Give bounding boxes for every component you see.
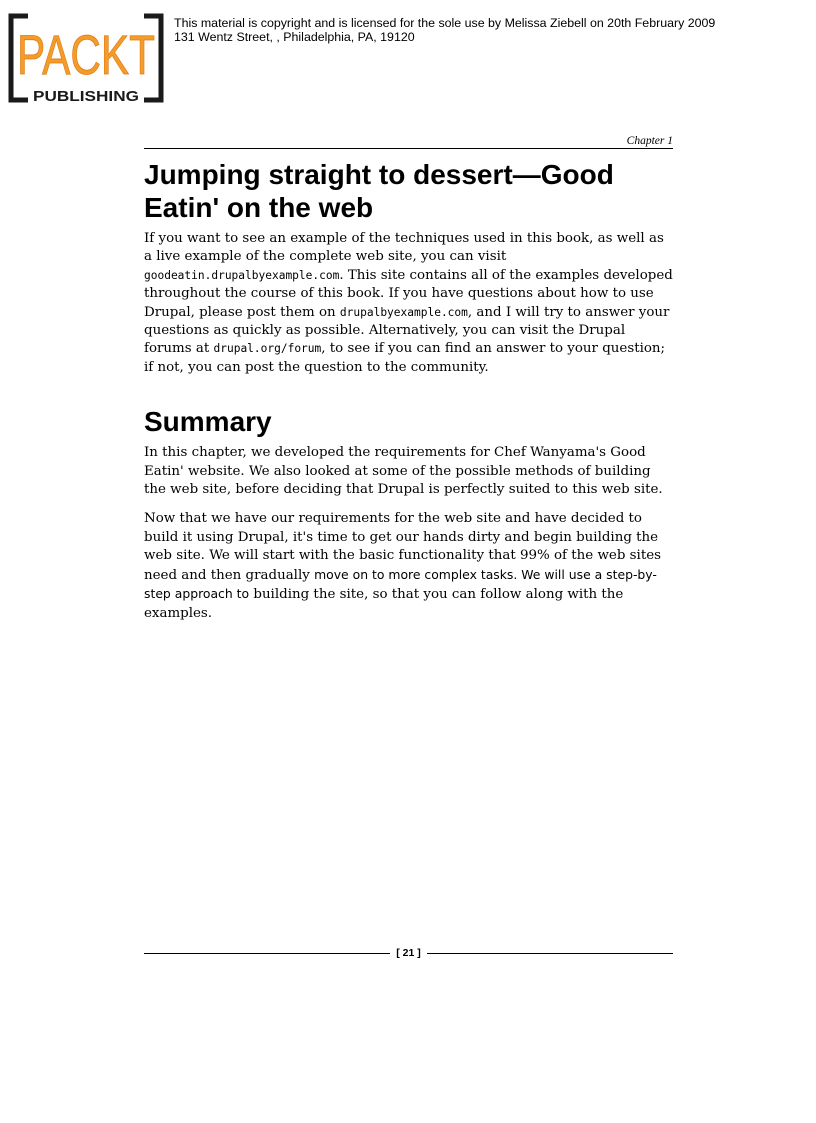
text-fragment: If you want to see an example of the techniques used in this book, as well as a live example of the complete web site, you can visit bbox=[144, 231, 664, 265]
footer-rule-right bbox=[427, 953, 673, 954]
drupal-forum-url: drupal.org/forum bbox=[213, 342, 322, 356]
text-fragment: Now that we have our requirements for the web site and have decided to build it using Drupal, it's time to get our hands dirty and begin building the web site. We will start with the basic functionality that 99% of the web sites need and then gradually bbox=[144, 511, 661, 583]
copyright-line-1: This material is copyright and is licensed for the sole use by Melissa Ziebell on 20th February 2009 bbox=[174, 16, 716, 30]
logo-subtitle: PUBLISHING bbox=[33, 88, 139, 105]
chapter-running-header: Chapter 1 bbox=[144, 135, 673, 149]
section-heading-good-eatin: Jumping straight to dessert—Good Eatin' on the web bbox=[144, 159, 614, 223]
section-heading-summary: Summary bbox=[144, 406, 272, 438]
logo-wordmark: PACKT bbox=[17, 23, 155, 86]
page-content bbox=[144, 158, 673, 634]
text-fragment: , and I will try to answer your questions as quickly as possible. Alternatively, you can visit the Drupal forums at bbox=[144, 304, 670, 357]
good-eatin-paragraph bbox=[144, 230, 673, 377]
packt-logo-graphic bbox=[6, 12, 166, 106]
drupalbyexample-url: drupalbyexample.com bbox=[339, 305, 468, 319]
text-fragment: , to see if you can find an answer to your question; if not, you can post the question to the community. bbox=[144, 341, 666, 375]
footer-rule-left bbox=[144, 953, 390, 954]
copyright-line-2: 131 Wentz Street, , Philadelphia, PA, 19120 bbox=[174, 30, 415, 44]
text-fragment: . This site contains all of the examples developed throughout the course of this book. If you have questions about how to use Drupal, please post them on bbox=[144, 267, 673, 320]
packt-publishing-logo bbox=[6, 12, 166, 106]
text-fragment-sans: move on to more complex tasks. We will use a step-by-step approach to bbox=[144, 566, 657, 602]
goodeatin-url: goodeatin.drupalbyexample.com bbox=[144, 268, 340, 282]
page-footer bbox=[144, 946, 673, 960]
summary-paragraph-1: In this chapter, we developed the requirements for Chef Wanyama's Good Eatin' website. We also looked at some of the possible methods of building the web site, before deciding that Drupal is perfectly suited to this web site. bbox=[144, 445, 663, 498]
page-number: [ 21 ] bbox=[396, 947, 421, 959]
summary-paragraph-2 bbox=[144, 510, 673, 622]
text-fragment: building the site, so that you can follow along with the examples. bbox=[144, 587, 624, 621]
copyright-notice bbox=[174, 16, 715, 44]
